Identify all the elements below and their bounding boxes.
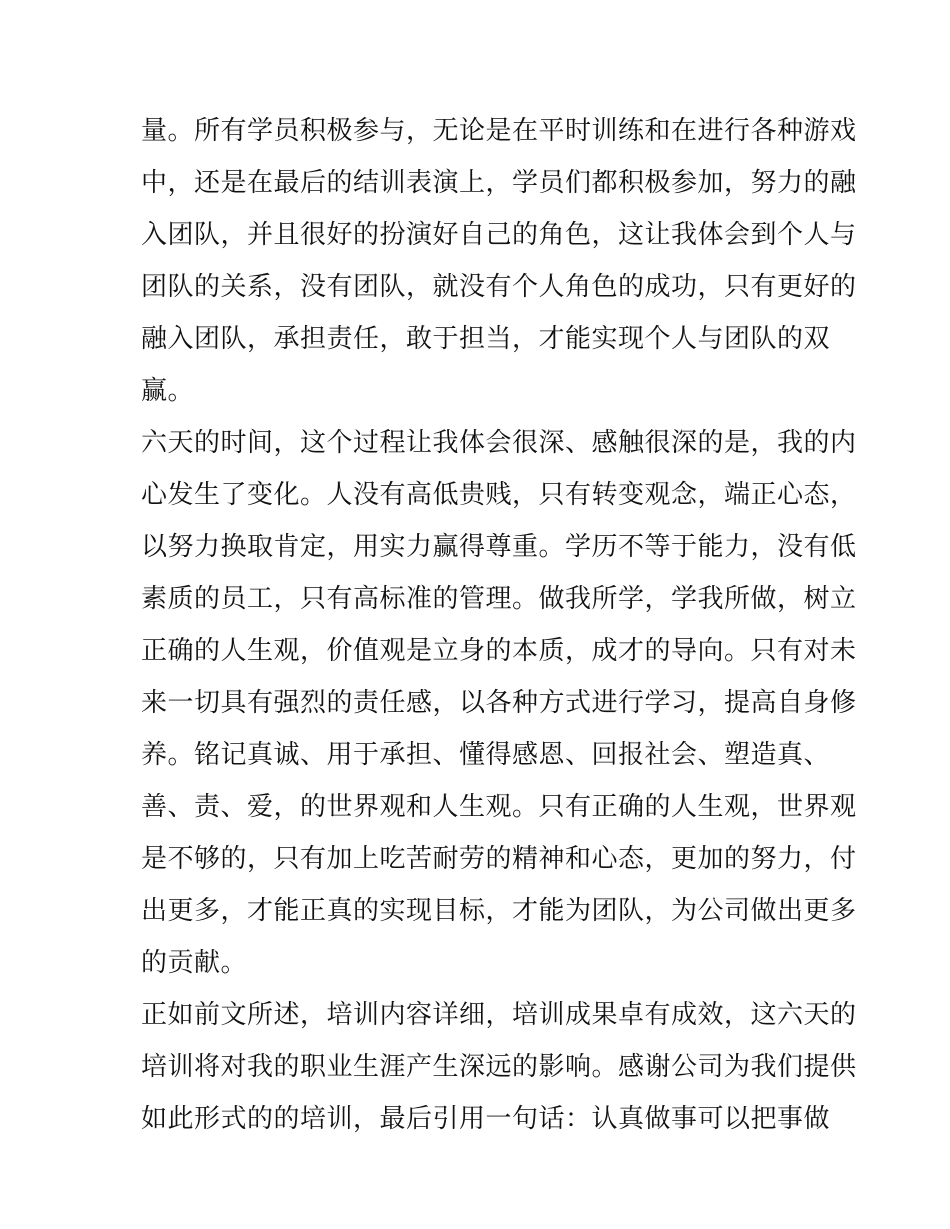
text-line: 来一切具有强烈的责任感，以各种方式进行学习，提高自身修 bbox=[141, 688, 857, 718]
text-line: 心发生了变化。人没有高低贵贱，只有转变观念，端正心态， bbox=[141, 480, 857, 510]
text-line: 中，还是在最后的结训表演上，学员们都积极参加，努力的融 bbox=[141, 168, 857, 198]
text-line: 六天的时间，这个过程让我体会很深、感触很深的是，我的内 bbox=[141, 428, 857, 458]
text-line: 融入团队，承担责任，敢于担当，才能实现个人与团队的双 bbox=[141, 324, 831, 354]
text-line: 赢。 bbox=[141, 376, 195, 406]
text-line: 的贡献。 bbox=[141, 948, 248, 978]
text-line: 正确的人生观，价值观是立身的本质，成才的导向。只有对未 bbox=[141, 636, 857, 666]
text-line: 出更多，才能正真的实现目标，才能为团队，为公司做出更多 bbox=[141, 896, 857, 926]
text-line: 养。铭记真诚、用于承担、懂得感恩、回报社会、塑造真、 bbox=[141, 740, 831, 770]
text-line: 素质的员工，只有高标准的管理。做我所学，学我所做，树立 bbox=[141, 584, 857, 614]
body-text bbox=[141, 105, 857, 1145]
text-line: 量。所有学员积极参与，无论是在平时训练和在进行各种游戏 bbox=[141, 116, 857, 146]
text-line: 以努力换取肯定，用实力赢得尊重。学历不等于能力，没有低 bbox=[141, 532, 857, 562]
text-line: 入团队，并且很好的扮演好自己的角色，这让我体会到个人与 bbox=[141, 220, 857, 250]
text-line: 正如前文所述，培训内容详细，培训成果卓有成效，这六天的 bbox=[141, 1000, 857, 1030]
text-line: 团队的关系，没有团队，就没有个人角色的成功，只有更好的 bbox=[141, 272, 857, 302]
text-line: 是不够的，只有加上吃苦耐劳的精神和心态，更加的努力，付 bbox=[141, 844, 857, 874]
text-line: 善、责、爱，的世界观和人生观。只有正确的人生观，世界观 bbox=[141, 792, 857, 822]
text-line: 培训将对我的职业生涯产生深远的影响。感谢公司为我们提供 bbox=[141, 1052, 857, 1082]
text-line: 如此形式的的培训，最后引用一句话：认真做事可以把事做 bbox=[141, 1104, 831, 1134]
